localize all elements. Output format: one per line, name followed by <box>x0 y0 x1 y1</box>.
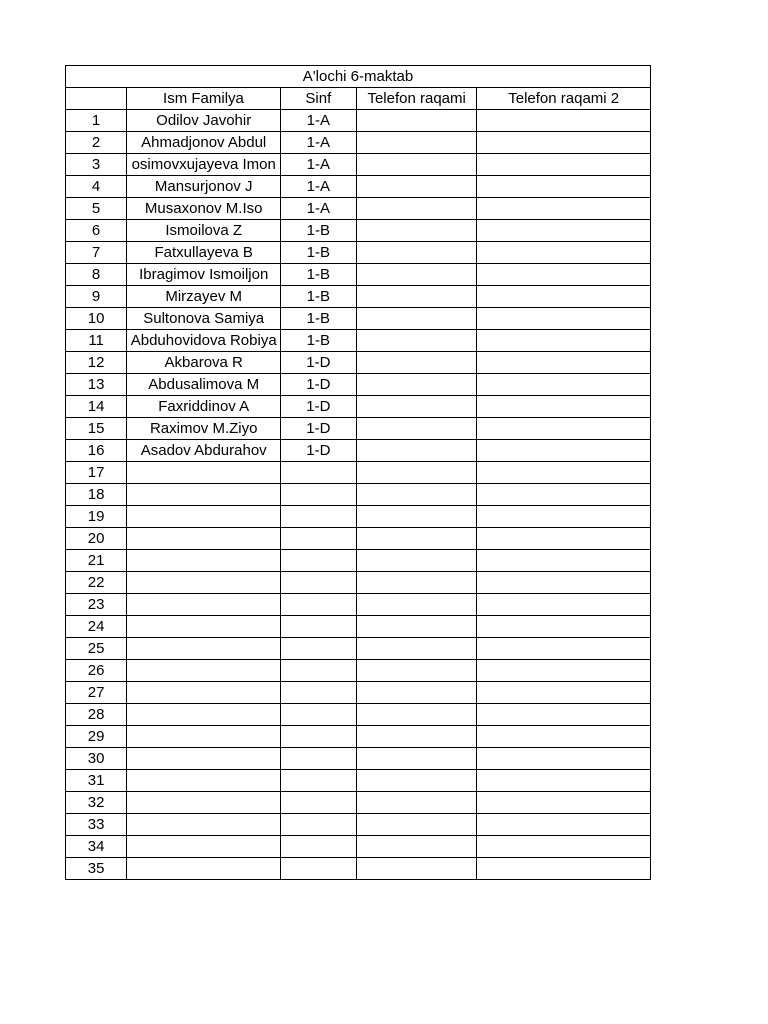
student-name: osimovxujayeva Imon <box>131 155 276 173</box>
table-row <box>66 484 651 506</box>
table-row <box>66 220 651 242</box>
phone1-cell <box>356 704 476 726</box>
phone1-cell <box>356 858 476 880</box>
class-cell: 1-A <box>280 176 356 198</box>
phone2-cell <box>477 132 651 154</box>
row-number-cell: 10 <box>66 308 127 330</box>
class-cell <box>280 836 356 858</box>
phone2-cell <box>477 792 651 814</box>
phone1-cell <box>356 220 476 242</box>
phone2-cell <box>477 198 651 220</box>
phone1-cell <box>356 352 476 374</box>
row-number-cell: 23 <box>66 594 127 616</box>
table-row <box>66 682 651 704</box>
phone2-cell <box>477 748 651 770</box>
phone2-cell <box>477 594 651 616</box>
student-name-cell <box>127 704 281 726</box>
table-row <box>66 792 651 814</box>
phone1-cell <box>356 330 476 352</box>
class-cell <box>280 616 356 638</box>
table-row <box>66 550 651 572</box>
table-row <box>66 638 651 660</box>
class-cell: 1-D <box>280 374 356 396</box>
table-row <box>66 814 651 836</box>
row-number-cell: 30 <box>66 748 127 770</box>
row-number-cell: 4 <box>66 176 127 198</box>
table-row <box>66 704 651 726</box>
phone2-cell <box>477 484 651 506</box>
student-name-cell <box>127 110 281 132</box>
class-cell: 1-D <box>280 418 356 440</box>
phone2-cell <box>477 638 651 660</box>
student-name-cell <box>127 264 281 286</box>
student-name-cell <box>127 814 281 836</box>
row-number-cell: 24 <box>66 616 127 638</box>
phone2-cell <box>477 374 651 396</box>
student-name: Ibragimov Ismoiljon <box>139 265 269 283</box>
class-cell <box>280 462 356 484</box>
class-cell <box>280 572 356 594</box>
row-number-cell: 21 <box>66 550 127 572</box>
student-name: Asadov Abdurahov <box>140 441 267 459</box>
table-row <box>66 770 651 792</box>
phone1-cell <box>356 154 476 176</box>
student-name: Fatxullayeva B <box>154 243 253 261</box>
class-cell <box>280 792 356 814</box>
phone2-cell <box>477 440 651 462</box>
table-row <box>66 110 651 132</box>
row-number-cell: 2 <box>66 132 127 154</box>
phone1-cell <box>356 726 476 748</box>
student-name-cell <box>127 418 281 440</box>
student-name-cell <box>127 770 281 792</box>
phone2-cell <box>477 726 651 748</box>
student-name-cell <box>127 352 281 374</box>
class-cell: 1-B <box>280 330 356 352</box>
class-cell <box>280 638 356 660</box>
class-cell <box>280 506 356 528</box>
phone2-cell <box>477 506 651 528</box>
phone2-cell <box>477 176 651 198</box>
student-name-cell <box>127 682 281 704</box>
phone1-cell <box>356 242 476 264</box>
table-row <box>66 462 651 484</box>
class-cell: 1-B <box>280 286 356 308</box>
class-cell <box>280 726 356 748</box>
class-cell: 1-D <box>280 440 356 462</box>
phone1-cell <box>356 286 476 308</box>
row-number-cell: 9 <box>66 286 127 308</box>
student-name-cell <box>127 858 281 880</box>
title-row <box>66 66 651 88</box>
phone2-cell <box>477 462 651 484</box>
phone1-cell <box>356 550 476 572</box>
phone1-cell <box>356 506 476 528</box>
class-cell <box>280 484 356 506</box>
row-number-cell: 16 <box>66 440 127 462</box>
student-name-cell <box>127 308 281 330</box>
table-row <box>66 594 651 616</box>
class-cell: 1-B <box>280 308 356 330</box>
phone1-cell <box>356 594 476 616</box>
table-row <box>66 330 651 352</box>
row-number-cell: 34 <box>66 836 127 858</box>
student-name-cell <box>127 836 281 858</box>
phone1-cell <box>356 748 476 770</box>
phone2-cell <box>477 770 651 792</box>
student-name-cell <box>127 286 281 308</box>
header-name: Ism Familya <box>127 88 281 110</box>
phone2-cell <box>477 660 651 682</box>
student-name-cell <box>127 374 281 396</box>
row-number-cell: 27 <box>66 682 127 704</box>
student-name-cell <box>127 176 281 198</box>
phone2-cell <box>477 286 651 308</box>
student-table <box>65 65 651 880</box>
phone1-cell <box>356 132 476 154</box>
table-row <box>66 242 651 264</box>
student-name-cell <box>127 396 281 418</box>
row-number-cell: 13 <box>66 374 127 396</box>
student-name-cell <box>127 550 281 572</box>
phone2-cell <box>477 264 651 286</box>
student-name: Abdusalimova M <box>148 375 260 393</box>
phone1-cell <box>356 374 476 396</box>
phone1-cell <box>356 660 476 682</box>
phone1-cell <box>356 616 476 638</box>
student-name: Abduhovidova Robiya <box>130 331 277 349</box>
phone2-cell <box>477 352 651 374</box>
class-cell <box>280 550 356 572</box>
table-row <box>66 748 651 770</box>
phone2-cell <box>477 550 651 572</box>
student-name-cell <box>127 616 281 638</box>
row-number-cell: 28 <box>66 704 127 726</box>
class-cell: 1-A <box>280 110 356 132</box>
phone1-cell <box>356 198 476 220</box>
student-name: Ahmadjonov Abdul <box>141 133 267 151</box>
row-number-cell: 1 <box>66 110 127 132</box>
phone2-cell <box>477 220 651 242</box>
phone2-cell <box>477 814 651 836</box>
student-name-cell <box>127 484 281 506</box>
row-number-cell: 29 <box>66 726 127 748</box>
table-row <box>66 858 651 880</box>
phone2-cell <box>477 572 651 594</box>
phone1-cell <box>356 638 476 660</box>
phone1-cell <box>356 418 476 440</box>
class-cell: 1-D <box>280 352 356 374</box>
student-name-cell <box>127 330 281 352</box>
phone1-cell <box>356 792 476 814</box>
student-name-cell <box>127 154 281 176</box>
sheet-title: A'lochi 6-maktab <box>66 66 651 88</box>
class-cell: 1-B <box>280 242 356 264</box>
class-cell <box>280 660 356 682</box>
row-number-cell: 8 <box>66 264 127 286</box>
class-cell <box>280 528 356 550</box>
class-cell: 1-B <box>280 220 356 242</box>
table-row <box>66 616 651 638</box>
table-row <box>66 836 651 858</box>
student-name-cell <box>127 748 281 770</box>
class-cell: 1-A <box>280 154 356 176</box>
table-row <box>66 176 651 198</box>
table-row <box>66 198 651 220</box>
row-number-cell: 31 <box>66 770 127 792</box>
phone1-cell <box>356 264 476 286</box>
student-name-cell <box>127 792 281 814</box>
class-cell: 1-B <box>280 264 356 286</box>
phone2-cell <box>477 528 651 550</box>
header-row <box>66 88 651 110</box>
student-name: Mansurjonov J <box>154 177 253 195</box>
table-row <box>66 308 651 330</box>
student-name: Ismoilova Z <box>165 221 243 239</box>
table-row <box>66 154 651 176</box>
row-number-cell: 25 <box>66 638 127 660</box>
student-name-cell <box>127 660 281 682</box>
table-row <box>66 374 651 396</box>
header-number <box>66 88 127 110</box>
student-name-cell <box>127 440 281 462</box>
student-name-cell <box>127 220 281 242</box>
phone1-cell <box>356 176 476 198</box>
phone2-cell <box>477 242 651 264</box>
table-row <box>66 132 651 154</box>
table-body <box>66 66 651 880</box>
header-sinf: Sinf <box>280 88 356 110</box>
phone2-cell <box>477 330 651 352</box>
phone1-cell <box>356 770 476 792</box>
phone2-cell <box>477 616 651 638</box>
row-number-cell: 7 <box>66 242 127 264</box>
student-name-cell <box>127 638 281 660</box>
table-row <box>66 506 651 528</box>
student-name: Mirzayev M <box>165 287 243 305</box>
table-row <box>66 572 651 594</box>
row-number-cell: 35 <box>66 858 127 880</box>
phone1-cell <box>356 484 476 506</box>
phone1-cell <box>356 572 476 594</box>
phone1-cell <box>356 814 476 836</box>
student-name: Raximov M.Ziyo <box>149 419 258 437</box>
phone2-cell <box>477 836 651 858</box>
class-cell <box>280 682 356 704</box>
student-name-cell <box>127 726 281 748</box>
phone1-cell <box>356 836 476 858</box>
row-number-cell: 12 <box>66 352 127 374</box>
class-cell <box>280 704 356 726</box>
phone2-cell <box>477 858 651 880</box>
row-number-cell: 20 <box>66 528 127 550</box>
row-number-cell: 19 <box>66 506 127 528</box>
row-number-cell: 32 <box>66 792 127 814</box>
student-name: Akbarova R <box>164 353 243 371</box>
class-cell <box>280 770 356 792</box>
phone1-cell <box>356 462 476 484</box>
phone1-cell <box>356 308 476 330</box>
student-name-cell <box>127 132 281 154</box>
row-number-cell: 11 <box>66 330 127 352</box>
table-row <box>66 396 651 418</box>
phone1-cell <box>356 396 476 418</box>
student-name: Faxriddinov A <box>158 397 250 415</box>
row-number-cell: 17 <box>66 462 127 484</box>
student-name: Odilov Javohir <box>156 111 252 129</box>
class-cell <box>280 594 356 616</box>
phone1-cell <box>356 682 476 704</box>
table-row <box>66 528 651 550</box>
class-cell: 1-A <box>280 132 356 154</box>
phone2-cell <box>477 110 651 132</box>
class-cell <box>280 814 356 836</box>
phone2-cell <box>477 396 651 418</box>
table-row <box>66 726 651 748</box>
phone2-cell <box>477 418 651 440</box>
row-number-cell: 14 <box>66 396 127 418</box>
row-number-cell: 33 <box>66 814 127 836</box>
row-number-cell: 6 <box>66 220 127 242</box>
class-cell: 1-A <box>280 198 356 220</box>
student-name-cell <box>127 242 281 264</box>
phone2-cell <box>477 682 651 704</box>
table-row <box>66 264 651 286</box>
class-cell <box>280 858 356 880</box>
row-number-cell: 3 <box>66 154 127 176</box>
table-row <box>66 352 651 374</box>
row-number-cell: 22 <box>66 572 127 594</box>
header-phone1: Telefon raqami <box>356 88 476 110</box>
student-name: Sultonova Samiya <box>143 309 265 327</box>
student-name-cell <box>127 198 281 220</box>
student-name-cell <box>127 506 281 528</box>
table-row <box>66 286 651 308</box>
student-name-cell <box>127 528 281 550</box>
phone2-cell <box>477 704 651 726</box>
class-cell <box>280 748 356 770</box>
row-number-cell: 15 <box>66 418 127 440</box>
row-number-cell: 18 <box>66 484 127 506</box>
class-cell: 1-D <box>280 396 356 418</box>
student-name-cell <box>127 594 281 616</box>
table-row <box>66 660 651 682</box>
row-number-cell: 26 <box>66 660 127 682</box>
header-phone2: Telefon raqami 2 <box>477 88 651 110</box>
phone2-cell <box>477 154 651 176</box>
student-name-cell <box>127 572 281 594</box>
student-name: Musaxonov M.Iso <box>144 199 263 217</box>
table-row <box>66 418 651 440</box>
phone1-cell <box>356 528 476 550</box>
phone1-cell <box>356 440 476 462</box>
student-name-cell <box>127 462 281 484</box>
table-row <box>66 440 651 462</box>
row-number-cell: 5 <box>66 198 127 220</box>
phone2-cell <box>477 308 651 330</box>
phone1-cell <box>356 110 476 132</box>
